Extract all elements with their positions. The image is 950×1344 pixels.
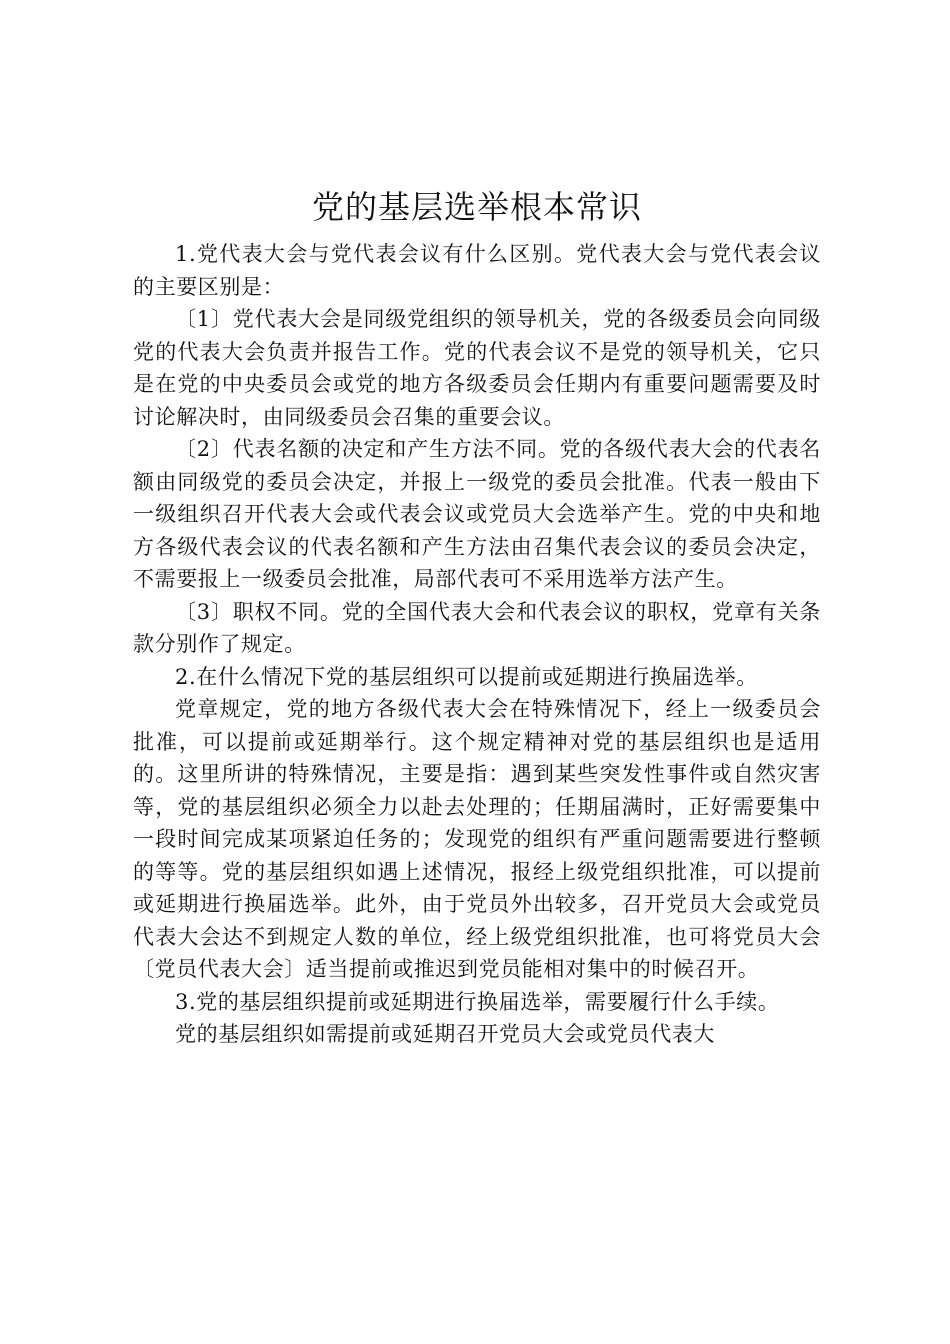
paragraph-answer-3-start: 党的基层组织如需提前或延期召开党员大会或党员代表大 bbox=[175, 1022, 715, 1046]
paragraph-answer-2: 党章规定，党的地方各级代表大会在特殊情况下，经上一级委员会批准，可以提前或延期举行。这个规定精神对党的基层组织也是适用的。这里所讲的特殊情况，主要是指：遇到某些突发性事件或自然灾害等，党的基层组织必须全力以赴去处理的；任期届满时，正好需要集中一段时间完成某项紧迫任务的；发现党的组织有严重问题需要进行整顿的等等。党的基层组织如遇上述情况，报经上级党组织批准，可以提前或延期进行换届选举。此外，由于党员外出较多，召开党员大会或党员代表大会达不到规定人数的单位，经上级党组织批准，也可将党员大会〔党员代表大会〕适当提前或推迟到党员能相对集中的时候召开。 bbox=[133, 697, 821, 981]
document-body bbox=[133, 182, 821, 1051]
paragraph-difference-2: 〔2〕代表名额的决定和产生方法不同。党的各级代表大会的代表名额由同级党的委员会决定，并报上一级党的委员会批准。代表一般由下一级组织召开代表大会或代表会议或党员大会选举产生。党的中央和地方各级代表会议的代表名额和产生方法由召集代表会议的委员会决定，不需要报上一级委员会批准，局部代表可不采用选举方法产生。 bbox=[133, 437, 821, 591]
paragraph-question-1: 1.党代表大会与党代表会议有什么区别。党代表大会与党代表会议的主要区别是： bbox=[133, 242, 821, 299]
paragraph-difference-1: 〔1〕党代表大会是同级党组织的领导机关，党的各级委员会向同级党的代表大会负责并报告工作。党的代表会议不是党的领导机关，它只是在党的中央委员会或党的地方各级委员会任期内有重要问题需要及时讨论解决时，由同级委员会召集的重要会议。 bbox=[133, 307, 821, 429]
paragraph-question-3: 3.党的基层组织提前或延期进行换届选举，需要履行什么手续。 bbox=[175, 989, 780, 1014]
paragraph-difference-3: 〔3〕职权不同。党的全国代表大会和代表会议的职权，党章有关条款分别作了规定。 bbox=[133, 599, 821, 656]
paragraph-question-2: 2.在什么情况下党的基层组织可以提前或延期进行换届选举。 bbox=[175, 664, 758, 689]
document-title: 党的基层选举根本常识 bbox=[311, 188, 642, 226]
